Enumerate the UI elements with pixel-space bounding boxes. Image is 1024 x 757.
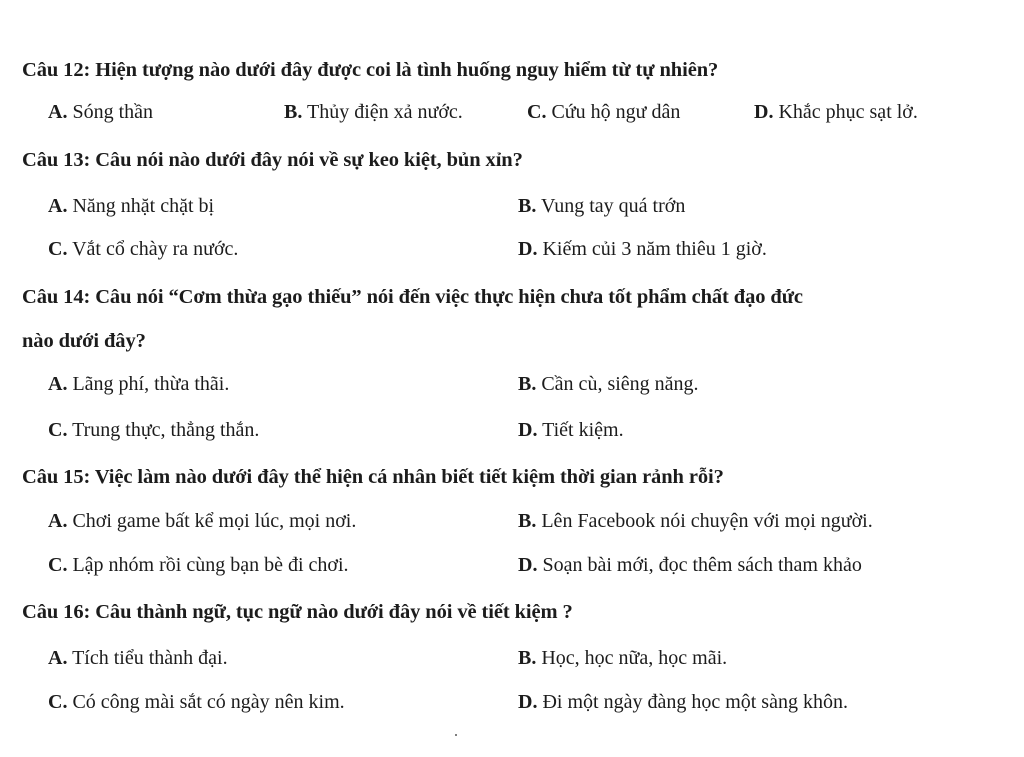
question-15-option-c — [48, 553, 349, 577]
option-text: Đi một ngày đàng học một sàng khôn. — [542, 691, 848, 713]
option-text: Khắc phục sạt lở. — [778, 101, 918, 123]
question-14-option-c — [48, 418, 259, 442]
option-letter: C. — [527, 101, 547, 123]
option-letter: D. — [518, 554, 538, 576]
option-text: Tích tiểu thành đại. — [72, 647, 228, 669]
question-12-option-a — [48, 100, 153, 124]
option-letter: B. — [518, 510, 537, 532]
question-16-option-a — [48, 646, 228, 670]
option-letter: B. — [518, 373, 537, 395]
question-16-option-d — [518, 690, 848, 714]
option-text: Cần cù, siêng năng. — [541, 373, 699, 395]
option-text: Lãng phí, thừa thãi. — [72, 373, 230, 395]
option-letter: D. — [518, 238, 538, 260]
option-text: Lập nhóm rồi cùng bạn bè đi chơi. — [72, 554, 349, 576]
option-text: Vung tay quá trớn — [540, 195, 686, 217]
option-text: Kiếm củi 3 năm thiêu 1 giờ. — [542, 238, 767, 260]
option-letter: C. — [48, 238, 68, 260]
option-text: Có công mài sắt có ngày nên kim. — [72, 691, 345, 713]
question-15-stem: Câu 15: Việc làm nào dưới đây thể hiện cá nhân biết tiết kiệm thời gian rảnh rỗi? — [22, 466, 724, 488]
option-letter: C. — [48, 691, 68, 713]
option-letter: B. — [518, 195, 537, 217]
question-14-option-d — [518, 418, 624, 442]
question-13-option-b — [518, 194, 685, 218]
question-14-option-b — [518, 372, 699, 396]
option-letter: A. — [48, 195, 68, 217]
option-letter: C. — [48, 419, 68, 441]
option-text: Thủy điện xả nước. — [306, 101, 463, 123]
option-text: Trung thực, thẳng thắn. — [72, 419, 260, 441]
question-13-option-c — [48, 237, 238, 261]
option-text: Năng nhặt chặt bị — [72, 195, 215, 217]
option-text: Chơi game bất kể mọi lúc, mọi nơi. — [72, 510, 357, 532]
question-15-option-b — [518, 509, 873, 533]
option-text: Vắt cổ chày ra nước. — [72, 238, 239, 260]
option-letter: A. — [48, 373, 68, 395]
option-letter: B. — [284, 101, 303, 123]
question-16-option-c — [48, 690, 345, 714]
option-text: Soạn bài mới, đọc thêm sách tham khảo — [542, 554, 862, 576]
question-15-option-a — [48, 509, 356, 533]
option-text: Cứu hộ ngư dân — [551, 101, 681, 123]
question-12-option-c — [527, 100, 680, 124]
option-letter: B. — [518, 647, 537, 669]
question-12-option-d — [754, 100, 918, 124]
question-13-option-d — [518, 237, 767, 261]
option-letter: D. — [754, 101, 774, 123]
option-text: Lên Facebook nói chuyện với mọi người. — [541, 510, 873, 532]
option-text: Tiết kiệm. — [542, 419, 624, 441]
question-14-stem-line1: Câu 14: Câu nói “Cơm thừa gạo thiếu” nói đến việc thực hiện chưa tốt phẩm chất đạo đức — [22, 286, 803, 308]
question-14-stem-line2: nào dưới đây? — [22, 330, 146, 352]
question-13-option-a — [48, 194, 214, 218]
option-letter: A. — [48, 647, 68, 669]
option-letter: C. — [48, 554, 68, 576]
option-letter: A. — [48, 101, 68, 123]
question-16-option-b — [518, 646, 727, 670]
question-16-stem: Câu 16: Câu thành ngữ, tục ngữ nào dưới đây nói về tiết kiệm ? — [22, 601, 573, 623]
option-text: Học, học nữa, học mãi. — [541, 647, 728, 669]
question-12-stem: Câu 12: Hiện tượng nào dưới đây được coi là tình huống nguy hiểm từ tự nhiên? — [22, 59, 719, 81]
option-letter: D. — [518, 691, 538, 713]
option-letter: A. — [48, 510, 68, 532]
question-13-stem: Câu 13: Câu nói nào dưới đây nói về sự keo kiệt, bủn xỉn? — [22, 149, 523, 171]
option-text: Sóng thần — [72, 101, 154, 123]
question-15-option-d — [518, 553, 862, 577]
option-letter: D. — [518, 419, 538, 441]
question-14-option-a — [48, 372, 229, 396]
question-12-option-b — [284, 100, 463, 124]
stray-mark — [455, 734, 457, 736]
